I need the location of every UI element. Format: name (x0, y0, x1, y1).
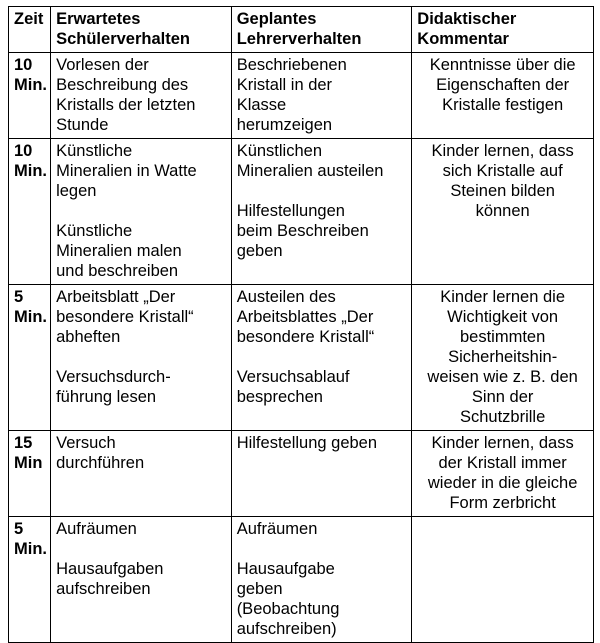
cell-line: Künstliche (56, 142, 133, 160)
cell-line: Sicherheitshin- (448, 348, 558, 366)
cell-lehrerverhalten (231, 139, 412, 285)
cell-line: durchführen (56, 454, 145, 472)
cell-line: Hausaufgabe (236, 560, 335, 578)
cell-lehrerverhalten (231, 53, 412, 139)
cell-zeit (9, 517, 51, 643)
cell-line: Kenntnisse über die (429, 56, 576, 74)
cell-line: Kinder lernen die (440, 288, 566, 306)
cell-schuelerverhalten (51, 285, 232, 431)
cell-line: 15 (14, 434, 33, 452)
cell-line: führung lesen (56, 388, 157, 406)
cell-line: Kinder lernen, dass (431, 142, 574, 160)
cell-line: Min. (14, 162, 47, 180)
cell-line: Min. (14, 76, 47, 94)
cell-line: Wichtigkeit von (447, 308, 559, 326)
cell-line: sich Kristalle auf (442, 162, 563, 180)
cell-line: Versuchsablauf (236, 368, 350, 386)
cell-line: (Beobachtung (236, 600, 340, 618)
cell-zeit (9, 53, 51, 139)
cell-schuelerverhalten (51, 517, 232, 643)
table-row (9, 285, 594, 431)
cell-line: Vorlesen der (56, 56, 149, 74)
cell-line: Form zerbricht (449, 494, 556, 512)
cell-lehrerverhalten (231, 517, 412, 643)
header-schuelerverhalten: Erwartetes Schülerverhalten (51, 7, 232, 53)
cell-line: Künstliche (56, 222, 133, 240)
cell-line: Min (14, 454, 43, 472)
cell-line: Schutzbrille (459, 408, 546, 426)
cell-kommentar (412, 139, 594, 285)
cell-line: Kristall in der (236, 76, 333, 94)
cell-kommentar (412, 431, 594, 517)
cell-line: legen (56, 182, 97, 200)
cell-line: und beschreiben (56, 262, 179, 280)
table-body (9, 53, 594, 643)
header-kommentar: Didaktischer Kommentar (412, 7, 594, 53)
paragraph-gap (237, 347, 407, 367)
cell-line: Mineralien austeilen (236, 162, 384, 180)
cell-schuelerverhalten (51, 139, 232, 285)
cell-line: besprechen (236, 388, 323, 406)
cell-line: wieder in die gleiche (427, 474, 578, 492)
cell-line: Künstlichen (236, 142, 322, 160)
cell-line: 10 (14, 56, 33, 74)
lesson-plan-page (8, 6, 594, 638)
cell-line: Versuchsdurch- (56, 368, 171, 386)
paragraph-gap (237, 539, 407, 559)
table-row (9, 139, 594, 285)
cell-line: Min. (14, 308, 47, 326)
cell-line: aufschreiben (56, 580, 151, 598)
cell-line: Steinen bilden (450, 182, 555, 200)
cell-line: Mineralien malen (56, 242, 182, 260)
cell-line: Min. (14, 540, 47, 558)
cell-line: beim Beschreiben (236, 222, 369, 240)
paragraph-gap (56, 539, 226, 559)
cell-line: der Kristall immer (438, 454, 567, 472)
cell-kommentar (412, 517, 594, 643)
cell-lehrerverhalten (231, 285, 412, 431)
lesson-plan-table (8, 6, 594, 643)
cell-line: besondere Kristall“ (236, 328, 375, 346)
cell-line: 10 (14, 142, 33, 160)
cell-line: Austeilen des (236, 288, 336, 306)
header-zeit: Zeit (9, 7, 51, 53)
paragraph-gap (56, 201, 226, 221)
cell-line: Mineralien in Watte (56, 162, 197, 180)
cell-zeit (9, 431, 51, 517)
cell-line: Beschriebenen (236, 56, 347, 74)
cell-line: geben (236, 242, 283, 260)
paragraph-gap (237, 181, 407, 201)
cell-line: 5 (14, 520, 24, 538)
cell-line: Kristalle festigen (442, 96, 564, 114)
table-header-row (9, 7, 594, 53)
cell-line: aufschreiben) (236, 620, 337, 638)
cell-line: herumzeigen (236, 116, 333, 134)
cell-line: Kinder lernen, dass (431, 434, 574, 452)
cell-line: Aufräumen (236, 520, 318, 538)
cell-zeit (9, 285, 51, 431)
cell-line: Beschreibung des (56, 76, 189, 94)
cell-line: Aufräumen (56, 520, 137, 538)
cell-kommentar (412, 285, 594, 431)
cell-schuelerverhalten (51, 53, 232, 139)
table-row (9, 431, 594, 517)
cell-line: bestimmten (460, 328, 546, 346)
cell-line: Sinn der (471, 388, 534, 406)
header-lehrerverhalten: Geplantes Lehrerverhalten (231, 7, 412, 53)
cell-line: Klasse (236, 96, 287, 114)
cell-line: Stunde (56, 116, 109, 134)
cell-line: können (475, 202, 530, 220)
cell-line: Hilfestellungen (236, 202, 345, 220)
table-row (9, 517, 594, 643)
cell-line: Versuch (56, 434, 116, 452)
table-row (9, 53, 594, 139)
cell-line: Arbeitsblatt „Der (56, 288, 176, 306)
cell-line: Hilfestellung geben (236, 434, 378, 452)
cell-line: Hausaufgaben (56, 560, 164, 578)
cell-line: 5 (14, 288, 24, 306)
cell-lehrerverhalten (231, 431, 412, 517)
cell-line: Kristalls der letzten (56, 96, 196, 114)
cell-line: Eigenschaften der (436, 76, 570, 94)
cell-zeit (9, 139, 51, 285)
cell-schuelerverhalten (51, 431, 232, 517)
cell-line: Arbeitsblattes „Der (236, 308, 374, 326)
cell-line: besondere Kristall“ (56, 308, 194, 326)
cell-line: geben (236, 580, 283, 598)
cell-line: abheften (56, 328, 121, 346)
cell-kommentar (412, 53, 594, 139)
cell-line: weisen wie z. B. den (427, 368, 578, 386)
paragraph-gap (56, 347, 226, 367)
